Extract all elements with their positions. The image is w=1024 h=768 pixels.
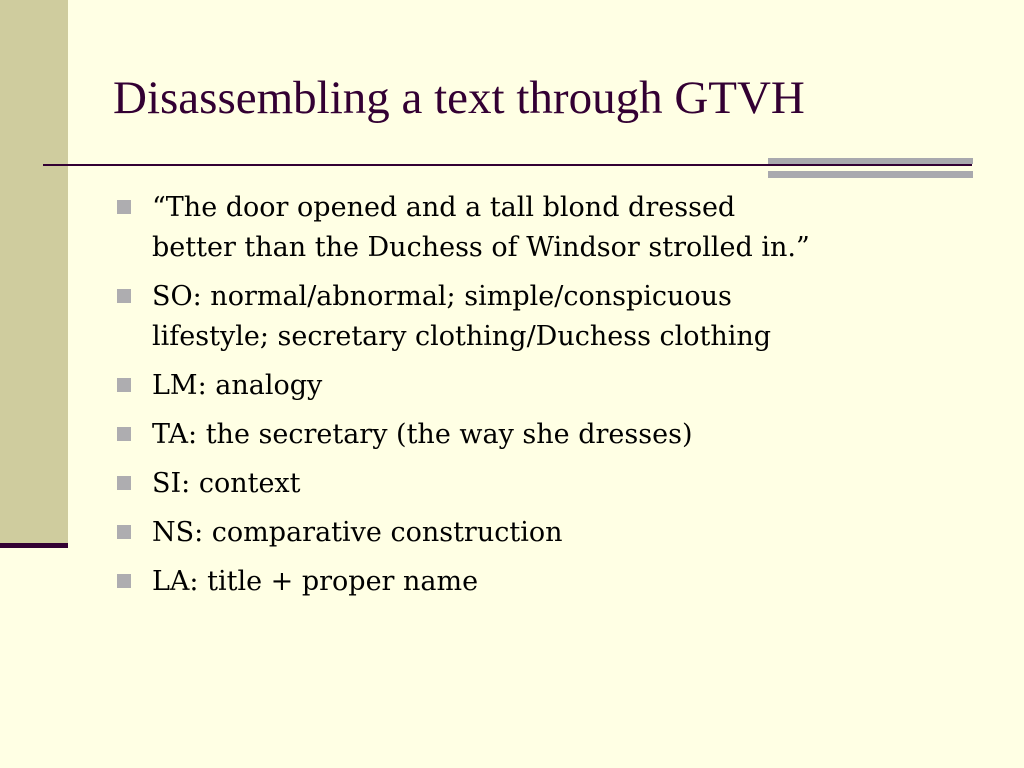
bullet-line: LA: title + proper name — [152, 566, 479, 597]
square-bullet-icon — [117, 525, 131, 539]
side-bar-accent — [0, 543, 68, 548]
bullet-item — [115, 277, 995, 357]
bullet-line: NS: comparative construction — [152, 517, 563, 548]
bullet-item — [115, 464, 995, 504]
square-bullet-icon — [117, 574, 131, 588]
bullet-line: SI: context — [152, 468, 301, 499]
square-bullet-icon — [117, 427, 131, 441]
bullet-line: “The door opened and a tall blond dressed — [152, 192, 736, 223]
bullet-item — [115, 415, 995, 455]
divider-decoration-bottom — [768, 171, 973, 178]
square-bullet-icon — [117, 200, 131, 214]
bullet-line: better than the Duchess of Windsor strolled in.” — [152, 232, 810, 263]
bullet-item — [115, 562, 995, 602]
bullet-line: SO: normal/abnormal; simple/conspicuous — [152, 281, 732, 312]
divider-decoration-top — [768, 158, 973, 164]
bullet-list — [115, 188, 995, 611]
bullet-line: LM: analogy — [152, 370, 323, 401]
title-divider — [43, 164, 972, 166]
square-bullet-icon — [117, 289, 131, 303]
bullet-item — [115, 513, 995, 553]
bullet-item — [115, 366, 995, 406]
slide-title: Disassembling a text through GTVH — [113, 72, 805, 124]
square-bullet-icon — [117, 476, 131, 490]
bullet-line: TA: the secretary (the way she dresses) — [152, 419, 693, 450]
square-bullet-icon — [117, 378, 131, 392]
bullet-item — [115, 188, 995, 268]
bullet-line: lifestyle; secretary clothing/Duchess clothing — [152, 321, 772, 352]
side-bar — [0, 0, 68, 543]
